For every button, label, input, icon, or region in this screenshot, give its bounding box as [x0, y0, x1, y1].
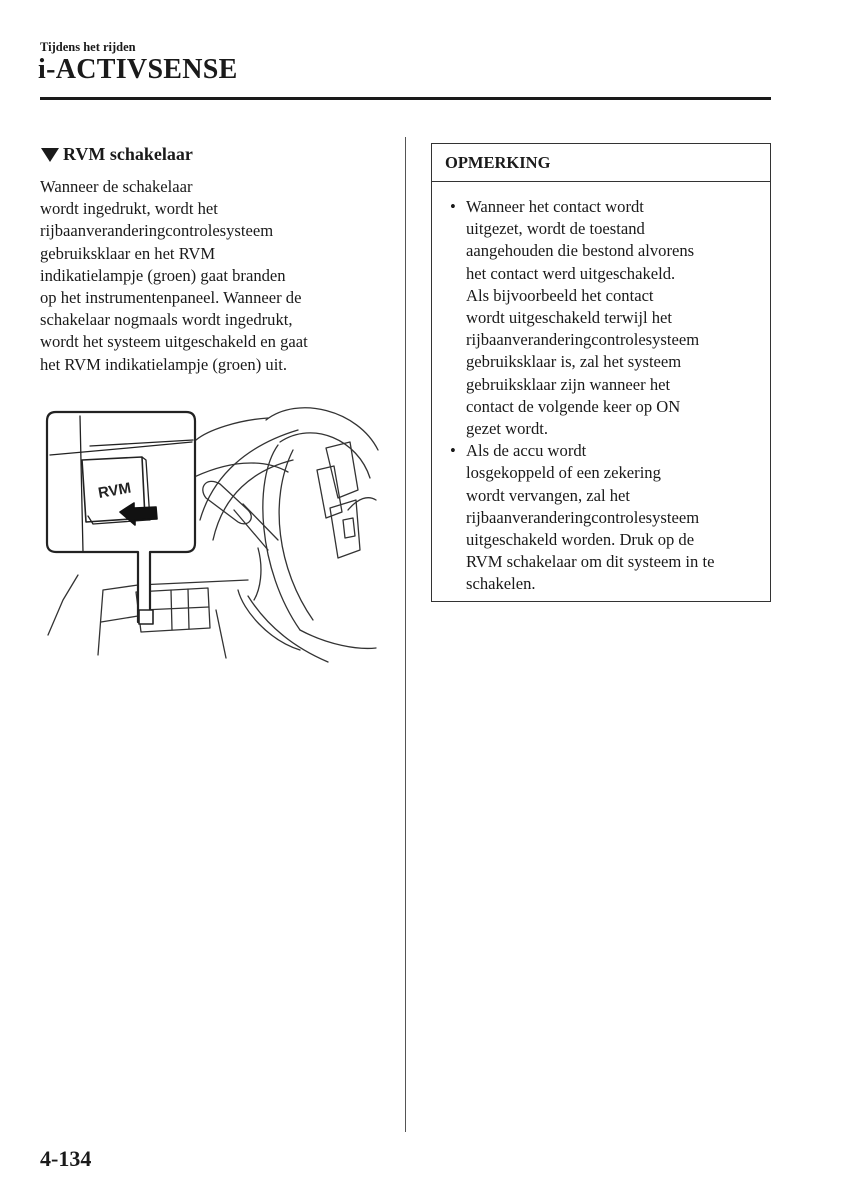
paragraph-line: indikatielampje (groen) gaat branden — [40, 265, 286, 285]
note-list — [432, 196, 770, 596]
triangle-marker-icon — [41, 148, 59, 162]
note-line: het contact werd uitgeschakeld. — [466, 263, 676, 283]
column-divider — [405, 137, 406, 1132]
chapter-title: i-ACTIVSENSE — [38, 54, 238, 85]
note-line: schakelen. — [466, 574, 536, 594]
paragraph-line: gebruiksklaar en het RVM — [40, 243, 216, 263]
note-line: gebruiksklaar zijn wanneer het — [466, 374, 671, 394]
note-line: wordt vervangen, zal het — [466, 485, 631, 505]
page-number: 4-134 — [40, 1146, 92, 1171]
bullet-icon: • — [450, 441, 456, 461]
rvm-switch-label: RVM — [96, 479, 133, 502]
note-line: Wanneer het contact wordt — [466, 197, 644, 216]
note-line: uitgeschakeld worden. Druk op de — [466, 530, 695, 550]
note-line: aangehouden die bestond alvorens — [466, 241, 695, 261]
note-line: gebruiksklaar is, zal het systeem — [466, 352, 682, 372]
rvm-switch-illustration — [38, 400, 383, 665]
note-line: Als de accu wordt — [466, 441, 587, 461]
breadcrumb: Tijdens het rijden — [40, 40, 136, 54]
note-line: wordt uitgeschakeld terwijl het — [466, 308, 672, 328]
list-item — [432, 440, 770, 595]
note-line: gezet wordt. — [466, 419, 549, 439]
paragraph-line: het RVM indikatielampje (groen) uit. — [40, 354, 288, 374]
section-heading — [40, 144, 193, 165]
note-line: rijbaanveranderingcontrolesysteem — [466, 330, 700, 350]
callout-bubble — [47, 412, 195, 624]
section-heading-text: RVM schakelaar — [63, 144, 193, 164]
paragraph-line: wordt het systeem uitgeschakeld en gaat — [40, 332, 308, 352]
note-box — [431, 143, 771, 602]
paragraph-line: Wanneer de schakelaar — [40, 177, 193, 196]
note-title: OPMERKING — [432, 144, 770, 182]
header-rule — [40, 97, 771, 100]
bullet-icon: • — [450, 197, 456, 216]
note-line: rijbaanveranderingcontrolesysteem — [466, 507, 700, 527]
section-paragraph — [40, 176, 370, 376]
note-line: Als bijvoorbeeld het contact — [466, 285, 654, 305]
paragraph-line: wordt ingedrukt, wordt het — [40, 199, 218, 219]
paragraph-line: rijbaanveranderingcontrolesysteem — [40, 221, 274, 241]
note-line: uitgezet, wordt de toestand — [466, 219, 645, 239]
note-line: RVM schakelaar om dit systeem in te — [466, 552, 715, 572]
note-line: contact de volgende keer op ON — [466, 396, 681, 416]
list-item — [432, 196, 770, 440]
note-line: losgekoppeld of een zekering — [466, 463, 661, 483]
paragraph-line: op het instrumentenpaneel. Wanneer de — [40, 288, 302, 308]
paragraph-line: schakelaar nogmaals wordt ingedrukt, — [40, 310, 293, 330]
